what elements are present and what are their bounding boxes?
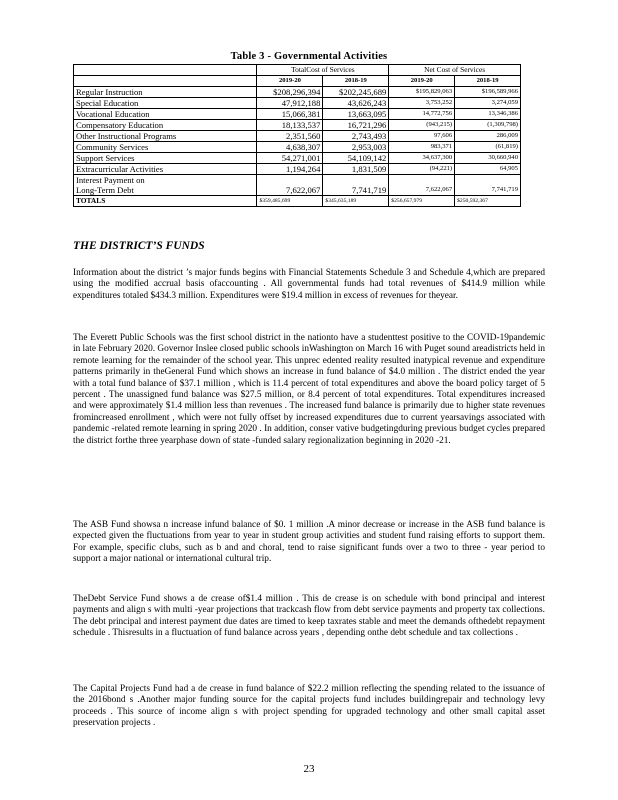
governmental-activities-table [73,64,521,207]
table-cell: 2,953,003 [323,142,389,153]
row-label-line: Interest Payment on [76,175,145,185]
table-row [74,142,521,153]
table-corner-cell [74,76,257,87]
table-cell: 7,622,067 [389,175,455,196]
table-cell: 54,271,001 [257,153,323,164]
table-cell: (1,309,798) [455,120,521,131]
section-heading: THE DISTRICT’S FUNDS [73,240,205,252]
paragraph: TheDebt Service Fund shows a de crease of$1.4 million . This de crease is on schedule with bond principal and interest payments and align s with multi -year projections that trackcash flow from debt service payments and property tax collections. The debt principal and interest payment due dates are timed to keep taxrates stable and meet the demands ofthedebt repayment schedule . Thisresults in a fluctuation of fund balance across years , depending onthe debt schedule and tax collections . [73,594,545,639]
row-label-line: Long-Term Debt [76,185,134,195]
table-row [74,87,521,98]
table-cell: (943,215) [389,120,455,131]
totals-label: TOTALS [74,196,257,207]
table-cell: 30,660,940 [455,153,521,164]
table-cell: 286,009 [455,131,521,142]
totals-row [74,196,521,207]
table-cell: 64,905 [455,164,521,175]
paragraph: Information about the district ’s major funds begins with Financial Statements Schedule 3 and Schedule 4,which are prepared using the modified accrual basis ofaccounting . All governmental funds had total revenues of $414.9 million while expenditures totaled $434.3 million. Expenditures were $19.4 million in excess of revenues for theyear. [73,268,545,301]
table-cell: 14,772,756 [389,109,455,120]
year-header: 2019-20 [257,76,323,87]
year-header: 2019-20 [389,76,455,87]
table-row [74,164,521,175]
table-cell: $196,589,966 [455,87,521,98]
table-cell: 1,831,509 [323,164,389,175]
net-cost-header: Net Cost of Services [389,65,521,76]
table-cell: 2,743,493 [323,131,389,142]
table-cell: 97,606 [389,131,455,142]
table-cell: $202,245,689 [323,87,389,98]
table-cell: 54,109,142 [323,153,389,164]
table-cell: $250,592,367 [455,196,521,207]
table-year-header-row [74,76,521,87]
table-cell: $345,635,189 [323,196,389,207]
table-cell: (94,221) [389,164,455,175]
table-row [74,131,521,142]
year-header: 2018-19 [323,76,389,87]
table-row [74,175,521,196]
table-cell: 1,194,264 [257,164,323,175]
row-label: Other Instructional Programs [74,131,257,142]
table-cell: 18,133,537 [257,120,323,131]
table-row [74,120,521,131]
table-cell: 7,622,067 [257,175,323,196]
table-cell: 3,274,059 [455,98,521,109]
table-row [74,153,521,164]
table-cell: 34,637,300 [389,153,455,164]
table-cell: 3,753,252 [389,98,455,109]
paragraph: The Everett Public Schools was the first school district in the nationto have a studenttest positive to the COVID-19pandemic in late February 2020. Governor Inslee closed public schools inWashington on March 16 with Puget sound areadistricts held in remote learning for the remainder of the school year. This unprec edented reality resulted inatypical revenue and expenditure patterns primarily in theGeneral Fund which shows an increase in fund balance of $4.0 million . The district ended the year with a total fund balance of $37.1 million , which is 11.4 percent of total expenditures and above the board policy target of 5 percent . The unassigned fund balance was $27.5 million, or 8.4 percent of total expenditures. Total expenditures increased and were approximately $1.4 million less than revenues . The increased fund balance is primarily due to higher state revenues fromincreased enrollment , which were not fully offset by increased expenditures due to current yearsavings associated with pandemic -related remote learning in spring 2020 . In addition, conser vative budgetingduring previous budget cycles prepared the district forthe three yearphase down of state -funded salary regionalization beginning in 2020 -21. [73,333,546,446]
row-label: Support Services [74,153,257,164]
table-cell: 983,371 [389,142,455,153]
table-cell: 13,346,386 [455,109,521,120]
table-cell: 13,663,095 [323,109,389,120]
row-label: Regular Instruction [74,87,257,98]
table-cell: $195,829,063 [389,87,455,98]
table-cell: 4,638,307 [257,142,323,153]
row-label: Extracurricular Activities [74,164,257,175]
paragraph: The ASB Fund showsa n increase infund balance of $0. 1 million .A minor decrease or increase in the ASB fund balance is expected given the fluctuations from year to year in student group activities and student fund raising efforts to support them. For example, specific clubs, such as b and and choral, tend to raise significant funds over a two to three - year period to support a major national or international cultural trip. [73,520,545,565]
table-cell: 7,741,719 [455,175,521,196]
table-title: Table 3 - Governmental Activities [230,51,388,62]
table-cell: 7,741,719 [323,175,389,196]
table-corner-cell [74,65,257,76]
table-cell: 43,626,243 [323,98,389,109]
total-cost-header: TotalCost of Services [257,65,389,76]
table-cell: 16,721,296 [323,120,389,131]
row-label: Compensatory Education [74,120,257,131]
table-group-header-row [74,65,521,76]
table-row [74,109,521,120]
row-label [74,175,257,196]
table-row [74,98,521,109]
table-cell: (61,819) [455,142,521,153]
page-number: 23 [303,763,315,775]
row-label: Community Services [74,142,257,153]
paragraph: The Capital Projects Fund had a de crease in fund balance of $22.2 million reflecting the spending related to the issuance of the 2016bond s .Another major funding source for the capital projects fund includes buildingrepair and technology levy proceeds . This source of income align s with project spending for upgraded technology and other small capital asset preservation projects . [73,684,545,729]
row-label: Special Education [74,98,257,109]
table-cell: $256,657,979 [389,196,455,207]
year-header: 2018-19 [455,76,521,87]
table-cell: $208,296,394 [257,87,323,98]
table-cell: 47,912,188 [257,98,323,109]
table-cell: $359,485,699 [257,196,323,207]
table-cell: 15,066,381 [257,109,323,120]
row-label: Vocational Education [74,109,257,120]
table-cell: 2,351,560 [257,131,323,142]
